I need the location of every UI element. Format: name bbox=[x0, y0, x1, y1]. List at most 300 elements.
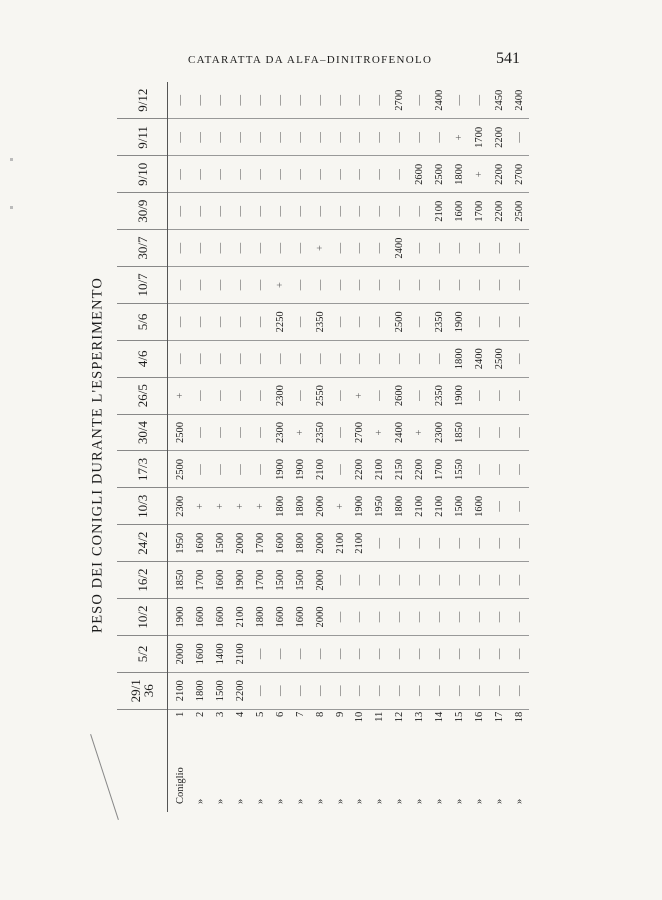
empty-cell: — bbox=[509, 414, 529, 451]
table-row bbox=[191, 82, 211, 812]
empty-cell: — bbox=[509, 599, 529, 636]
weight-cell: 1900 bbox=[270, 451, 290, 488]
rabbit-number: 9 bbox=[334, 711, 346, 717]
empty-cell: — bbox=[310, 340, 330, 377]
empty-cell: — bbox=[410, 267, 430, 304]
rabbit-number: 16 bbox=[473, 711, 485, 723]
rabbit-number: 6 bbox=[274, 711, 286, 717]
weight-cell: 2700 bbox=[350, 414, 370, 451]
empty-cell: — bbox=[469, 414, 489, 451]
empty-cell: — bbox=[390, 562, 410, 599]
empty-cell: — bbox=[449, 525, 469, 562]
empty-cell: — bbox=[509, 267, 529, 304]
empty-cell: — bbox=[330, 599, 350, 636]
empty-cell: — bbox=[191, 230, 211, 267]
death-mark: + bbox=[270, 267, 290, 304]
weight-cell: 2000 bbox=[310, 488, 330, 525]
empty-cell: — bbox=[251, 82, 271, 119]
weight-cell: 2000 bbox=[310, 525, 330, 562]
table-caption-text: PESO DEI CONIGLI DURANTE L'ESPERIMENTO bbox=[89, 277, 106, 633]
empty-cell: — bbox=[390, 156, 410, 193]
empty-cell: — bbox=[390, 599, 410, 636]
empty-cell: — bbox=[449, 82, 469, 119]
empty-cell: — bbox=[310, 267, 330, 304]
empty-cell: — bbox=[310, 119, 330, 156]
margin-mark bbox=[10, 206, 13, 209]
table-body bbox=[168, 82, 530, 812]
table-row bbox=[290, 82, 310, 812]
empty-cell: — bbox=[191, 414, 211, 451]
empty-cell: — bbox=[270, 119, 290, 156]
weight-cell: 1600 bbox=[270, 525, 290, 562]
death-mark: + bbox=[168, 377, 191, 414]
weight-cell: 2100 bbox=[168, 672, 191, 709]
empty-cell: — bbox=[469, 230, 489, 267]
weight-cell: 1600 bbox=[191, 635, 211, 672]
empty-cell: — bbox=[270, 635, 290, 672]
row-label: » bbox=[493, 798, 505, 804]
rabbit-number: 5 bbox=[255, 711, 266, 717]
weight-cell: 1900 bbox=[449, 303, 469, 340]
table-row bbox=[251, 82, 271, 812]
empty-cell: — bbox=[370, 635, 390, 672]
weight-cell: 2100 bbox=[231, 635, 251, 672]
empty-cell: — bbox=[211, 303, 231, 340]
empty-cell: — bbox=[509, 635, 529, 672]
weight-cell: 1700 bbox=[469, 119, 489, 156]
death-mark: + bbox=[251, 488, 271, 525]
empty-cell: — bbox=[430, 672, 450, 709]
row-label: » bbox=[453, 798, 465, 804]
row-label: » bbox=[314, 798, 326, 804]
row-label: » bbox=[354, 798, 366, 804]
weight-cell: 2200 bbox=[489, 156, 509, 193]
weight-cell: 2500 bbox=[509, 193, 529, 230]
empty-cell: — bbox=[370, 303, 390, 340]
empty-cell: — bbox=[231, 451, 251, 488]
weight-cell: 2400 bbox=[469, 340, 489, 377]
table-row bbox=[509, 82, 529, 812]
empty-cell: — bbox=[211, 340, 231, 377]
weight-cell: 1600 bbox=[191, 599, 211, 636]
weight-cell: 1500 bbox=[270, 562, 290, 599]
empty-cell: — bbox=[469, 599, 489, 636]
weight-cell: 1800 bbox=[290, 488, 310, 525]
weight-cell: 2000 bbox=[168, 635, 191, 672]
empty-cell: — bbox=[390, 193, 410, 230]
weight-cell: 2600 bbox=[410, 156, 430, 193]
running-head-title: CATARATTA DA ALFA–DINITROFENOLO bbox=[188, 54, 433, 66]
empty-cell: — bbox=[251, 635, 271, 672]
empty-cell: — bbox=[251, 377, 271, 414]
row-label: » bbox=[473, 798, 485, 804]
empty-cell: — bbox=[330, 303, 350, 340]
empty-cell: — bbox=[251, 451, 271, 488]
weight-cell: 2200 bbox=[489, 193, 509, 230]
empty-cell: — bbox=[370, 267, 390, 304]
empty-cell: — bbox=[211, 156, 231, 193]
empty-cell: — bbox=[370, 119, 390, 156]
empty-cell: — bbox=[350, 672, 370, 709]
empty-cell: — bbox=[191, 119, 211, 156]
empty-cell: — bbox=[310, 672, 330, 709]
empty-cell: — bbox=[168, 340, 191, 377]
empty-cell: — bbox=[330, 635, 350, 672]
page-number: 541 bbox=[496, 50, 520, 67]
row-label: » bbox=[414, 798, 426, 804]
empty-cell: — bbox=[370, 672, 390, 709]
empty-cell: — bbox=[449, 672, 469, 709]
row-label: » bbox=[235, 798, 247, 804]
empty-cell: — bbox=[168, 230, 191, 267]
weight-cell: 2100 bbox=[231, 599, 251, 636]
empty-cell: — bbox=[350, 303, 370, 340]
empty-cell: — bbox=[390, 672, 410, 709]
empty-cell: — bbox=[370, 599, 390, 636]
empty-cell: — bbox=[410, 119, 430, 156]
death-mark: + bbox=[350, 377, 370, 414]
table-row bbox=[310, 82, 330, 812]
weight-cell: 2100 bbox=[310, 451, 330, 488]
weight-cell: 2000 bbox=[310, 599, 330, 636]
empty-cell: — bbox=[509, 672, 529, 709]
weight-cell: 1950 bbox=[168, 525, 191, 562]
weight-cell: 2550 bbox=[310, 377, 330, 414]
empty-cell: — bbox=[231, 156, 251, 193]
table-row bbox=[168, 82, 191, 812]
margin-mark bbox=[10, 158, 13, 161]
empty-cell: — bbox=[469, 525, 489, 562]
table-row bbox=[350, 82, 370, 812]
empty-cell: — bbox=[350, 193, 370, 230]
weight-cell: 2300 bbox=[270, 414, 290, 451]
rabbit-number: 15 bbox=[453, 711, 465, 723]
rabbit-number: 10 bbox=[354, 711, 366, 723]
empty-cell: — bbox=[410, 303, 430, 340]
weight-cell: 2200 bbox=[410, 451, 430, 488]
column-header-date: 16/2 bbox=[117, 562, 168, 599]
weight-cell: 1800 bbox=[251, 599, 271, 636]
empty-cell: — bbox=[251, 156, 271, 193]
empty-cell: — bbox=[231, 230, 251, 267]
weight-cell: 2100 bbox=[350, 525, 370, 562]
weight-cell: 2350 bbox=[310, 303, 330, 340]
empty-cell: — bbox=[231, 414, 251, 451]
weight-cell: 2500 bbox=[430, 156, 450, 193]
row-label: » bbox=[334, 798, 346, 804]
weight-cell: 1700 bbox=[469, 193, 489, 230]
weight-cell: 1900 bbox=[290, 451, 310, 488]
empty-cell: — bbox=[350, 635, 370, 672]
weight-cell: 2500 bbox=[168, 414, 191, 451]
empty-cell: — bbox=[489, 488, 509, 525]
empty-cell: — bbox=[489, 451, 509, 488]
empty-cell: — bbox=[509, 377, 529, 414]
row-label: » bbox=[255, 798, 266, 804]
empty-cell: — bbox=[469, 82, 489, 119]
weight-cell: 2500 bbox=[390, 303, 410, 340]
table-row bbox=[330, 82, 350, 812]
empty-cell: — bbox=[211, 230, 231, 267]
empty-cell: — bbox=[231, 377, 251, 414]
empty-cell: — bbox=[310, 635, 330, 672]
empty-cell: — bbox=[251, 119, 271, 156]
weight-cell: 1800 bbox=[449, 340, 469, 377]
empty-cell: — bbox=[168, 82, 191, 119]
empty-cell: — bbox=[290, 156, 310, 193]
weight-cell: 2250 bbox=[270, 303, 290, 340]
empty-cell: — bbox=[370, 230, 390, 267]
empty-cell: — bbox=[270, 156, 290, 193]
weight-cell: 1700 bbox=[251, 525, 271, 562]
weight-cell: 1900 bbox=[231, 562, 251, 599]
rabbit-number: 13 bbox=[414, 711, 426, 723]
weight-cell: 2100 bbox=[370, 451, 390, 488]
empty-cell: — bbox=[489, 414, 509, 451]
empty-cell: — bbox=[330, 156, 350, 193]
weight-cell: 2700 bbox=[390, 82, 410, 119]
empty-cell: — bbox=[410, 82, 430, 119]
empty-cell: — bbox=[330, 562, 350, 599]
empty-cell: — bbox=[489, 230, 509, 267]
empty-cell: — bbox=[191, 303, 211, 340]
empty-cell: — bbox=[430, 119, 450, 156]
death-mark: + bbox=[410, 414, 430, 451]
empty-cell: — bbox=[211, 267, 231, 304]
empty-cell: — bbox=[251, 303, 271, 340]
empty-cell: — bbox=[330, 230, 350, 267]
empty-cell: — bbox=[390, 340, 410, 377]
rabbit-number: 17 bbox=[493, 711, 505, 723]
empty-cell: — bbox=[168, 119, 191, 156]
weight-cell: 2300 bbox=[430, 414, 450, 451]
empty-cell: — bbox=[191, 377, 211, 414]
empty-cell: — bbox=[390, 119, 410, 156]
empty-cell: — bbox=[290, 193, 310, 230]
empty-cell: — bbox=[191, 82, 211, 119]
weight-cell: 1950 bbox=[370, 488, 390, 525]
table-row bbox=[469, 82, 489, 812]
table-row bbox=[211, 82, 231, 812]
empty-cell: — bbox=[350, 599, 370, 636]
weight-cell: 2100 bbox=[430, 193, 450, 230]
weight-cell: 1600 bbox=[211, 599, 231, 636]
weight-cell: 2500 bbox=[168, 451, 191, 488]
weight-cell: 2400 bbox=[390, 230, 410, 267]
empty-cell: — bbox=[270, 340, 290, 377]
row-label: » bbox=[394, 798, 406, 804]
empty-cell: — bbox=[509, 488, 529, 525]
weight-cell: 1700 bbox=[430, 451, 450, 488]
empty-cell: — bbox=[330, 82, 350, 119]
empty-cell: — bbox=[191, 156, 211, 193]
rabbit-number: 1 bbox=[175, 711, 187, 717]
empty-cell: — bbox=[370, 193, 390, 230]
empty-cell: — bbox=[410, 525, 430, 562]
empty-cell: — bbox=[469, 303, 489, 340]
empty-cell: — bbox=[469, 267, 489, 304]
empty-cell: — bbox=[168, 193, 191, 230]
corner-rule bbox=[90, 734, 119, 820]
weight-cell: 1500 bbox=[211, 672, 231, 709]
empty-cell: — bbox=[370, 82, 390, 119]
weight-table-rotated bbox=[117, 82, 527, 812]
empty-cell: — bbox=[231, 193, 251, 230]
empty-cell: — bbox=[489, 562, 509, 599]
empty-cell: — bbox=[310, 82, 330, 119]
empty-cell: — bbox=[310, 156, 330, 193]
rabbit-number: 11 bbox=[374, 711, 386, 722]
weight-cell: 1600 bbox=[449, 193, 469, 230]
death-mark: + bbox=[469, 156, 489, 193]
empty-cell: — bbox=[330, 451, 350, 488]
weight-cell: 1600 bbox=[211, 562, 231, 599]
rabbit-number: 2 bbox=[195, 711, 207, 717]
table-row bbox=[489, 82, 509, 812]
empty-cell: — bbox=[489, 525, 509, 562]
weight-cell: 1600 bbox=[290, 599, 310, 636]
empty-cell: — bbox=[410, 635, 430, 672]
weight-cell: 1600 bbox=[191, 525, 211, 562]
empty-cell: — bbox=[270, 672, 290, 709]
empty-cell: — bbox=[330, 119, 350, 156]
row-label: » bbox=[374, 798, 386, 804]
empty-cell: — bbox=[489, 377, 509, 414]
empty-cell: — bbox=[290, 230, 310, 267]
empty-cell: — bbox=[211, 119, 231, 156]
empty-cell: — bbox=[231, 119, 251, 156]
empty-cell: — bbox=[330, 267, 350, 304]
empty-cell: — bbox=[310, 193, 330, 230]
empty-cell: — bbox=[350, 156, 370, 193]
table-row bbox=[370, 82, 390, 812]
weight-cell: 1850 bbox=[449, 414, 469, 451]
weight-cell: 2350 bbox=[430, 377, 450, 414]
rabbit-number: 3 bbox=[215, 711, 227, 717]
column-header-date: 30/7 bbox=[117, 230, 168, 267]
empty-cell: — bbox=[191, 193, 211, 230]
empty-cell: — bbox=[370, 340, 390, 377]
empty-cell: — bbox=[370, 377, 390, 414]
weight-cell: 1800 bbox=[191, 672, 211, 709]
empty-cell: — bbox=[410, 230, 430, 267]
column-header-date: 9/11 bbox=[117, 119, 168, 156]
empty-cell: — bbox=[430, 267, 450, 304]
empty-cell: — bbox=[489, 267, 509, 304]
empty-cell: — bbox=[430, 230, 450, 267]
empty-cell: — bbox=[469, 562, 489, 599]
column-header-date: 9/10 bbox=[117, 156, 168, 193]
empty-cell: — bbox=[168, 303, 191, 340]
empty-cell: — bbox=[489, 599, 509, 636]
empty-cell: — bbox=[350, 82, 370, 119]
empty-cell: — bbox=[191, 267, 211, 304]
header-blank bbox=[117, 709, 168, 725]
empty-cell: — bbox=[290, 303, 310, 340]
empty-cell: — bbox=[231, 82, 251, 119]
empty-cell: — bbox=[290, 377, 310, 414]
column-header-date: 10/7 bbox=[117, 267, 168, 304]
empty-cell: — bbox=[489, 635, 509, 672]
empty-cell: — bbox=[509, 230, 529, 267]
empty-cell: — bbox=[430, 562, 450, 599]
empty-cell: — bbox=[251, 267, 271, 304]
empty-cell: — bbox=[350, 267, 370, 304]
death-mark: + bbox=[330, 488, 350, 525]
empty-cell: — bbox=[290, 267, 310, 304]
empty-cell: — bbox=[449, 230, 469, 267]
weight-cell: 1800 bbox=[290, 525, 310, 562]
weight-cell: 2100 bbox=[410, 488, 430, 525]
empty-cell: — bbox=[270, 230, 290, 267]
weight-cell: 2600 bbox=[390, 377, 410, 414]
empty-cell: — bbox=[330, 672, 350, 709]
column-header-date: 26/5 bbox=[117, 377, 168, 414]
empty-cell: — bbox=[469, 635, 489, 672]
column-header-date: 24/2 bbox=[117, 525, 168, 562]
empty-cell: — bbox=[251, 193, 271, 230]
empty-cell: — bbox=[191, 451, 211, 488]
weight-cell: 2500 bbox=[489, 340, 509, 377]
table-header-row bbox=[117, 82, 168, 812]
empty-cell: — bbox=[469, 377, 489, 414]
empty-cell: — bbox=[410, 672, 430, 709]
empty-cell: — bbox=[469, 451, 489, 488]
empty-cell: — bbox=[489, 303, 509, 340]
empty-cell: — bbox=[290, 635, 310, 672]
weight-cell: 1600 bbox=[469, 488, 489, 525]
empty-cell: — bbox=[410, 193, 430, 230]
weight-cell: 2200 bbox=[231, 672, 251, 709]
weight-cell: 1500 bbox=[211, 525, 231, 562]
row-label: » bbox=[294, 798, 306, 804]
empty-cell: — bbox=[509, 340, 529, 377]
empty-cell: — bbox=[290, 672, 310, 709]
empty-cell: — bbox=[251, 230, 271, 267]
empty-cell: — bbox=[489, 672, 509, 709]
empty-cell: — bbox=[231, 303, 251, 340]
column-header-date: 17/3 bbox=[117, 451, 168, 488]
empty-cell: — bbox=[509, 562, 529, 599]
weight-cell: 1800 bbox=[449, 156, 469, 193]
empty-cell: — bbox=[231, 267, 251, 304]
death-mark: + bbox=[449, 119, 469, 156]
empty-cell: — bbox=[290, 119, 310, 156]
empty-cell: — bbox=[469, 672, 489, 709]
empty-cell: — bbox=[350, 230, 370, 267]
empty-cell: — bbox=[509, 303, 529, 340]
column-header-date: 10/2 bbox=[117, 599, 168, 636]
weight-cell: 2400 bbox=[509, 82, 529, 119]
empty-cell: — bbox=[410, 377, 430, 414]
weight-cell: 1850 bbox=[168, 562, 191, 599]
row-label: » bbox=[513, 798, 525, 804]
weight-table bbox=[117, 82, 529, 812]
row-label: » bbox=[274, 798, 286, 804]
weight-cell: 1550 bbox=[449, 451, 469, 488]
empty-cell: — bbox=[430, 635, 450, 672]
empty-cell: — bbox=[449, 635, 469, 672]
weight-cell: 1900 bbox=[350, 488, 370, 525]
running-head bbox=[0, 50, 662, 74]
empty-cell: — bbox=[168, 267, 191, 304]
weight-cell: 1800 bbox=[390, 488, 410, 525]
empty-cell: — bbox=[509, 525, 529, 562]
empty-cell: — bbox=[350, 562, 370, 599]
column-header-date: 5/2 bbox=[117, 635, 168, 672]
empty-cell: — bbox=[191, 340, 211, 377]
empty-cell: — bbox=[290, 340, 310, 377]
